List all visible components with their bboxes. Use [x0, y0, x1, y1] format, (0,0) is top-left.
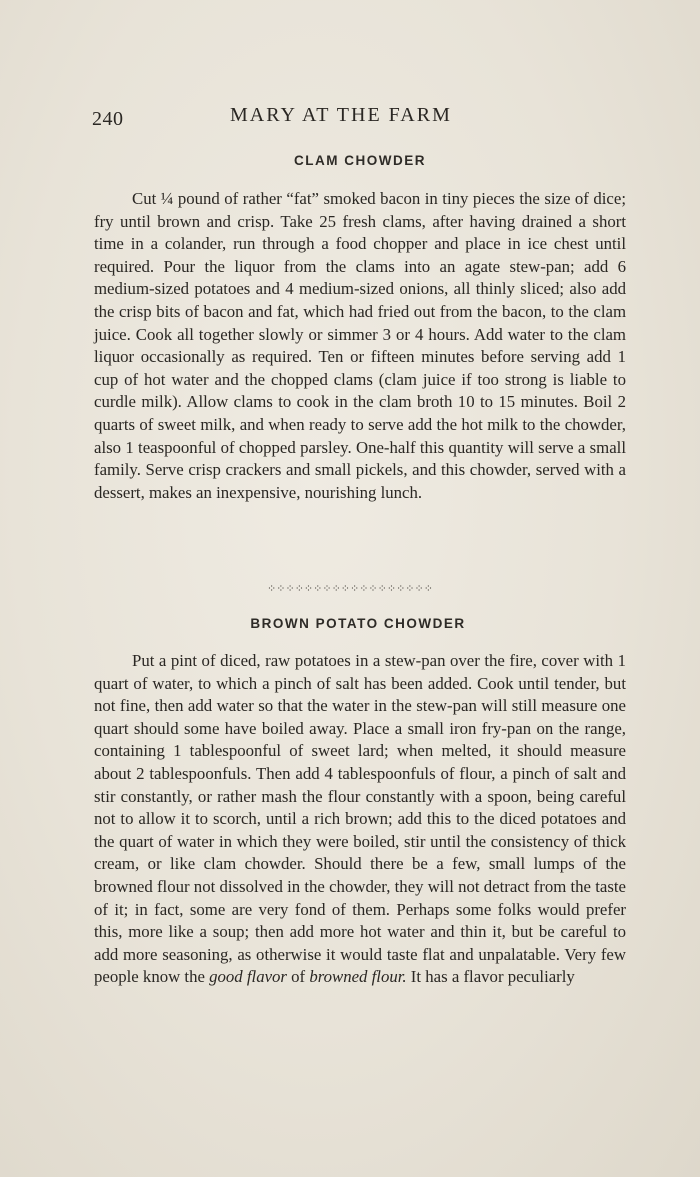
- paragraph-text: It has a flavor peculiarly: [406, 967, 575, 987]
- brown-potato-chowder-paragraph: [94, 650, 626, 989]
- page-header: [92, 104, 622, 134]
- paragraph-text: of: [286, 967, 310, 987]
- running-title: MARY AT THE FARM: [230, 104, 452, 126]
- decorative-divider: ⁘⁘⁘⁘⁘⁘⁘⁘⁘⁘⁘⁘⁘⁘⁘⁘⁘⁘: [267, 582, 433, 595]
- italic-phrase-good-flavor: good flavor: [209, 967, 287, 987]
- paragraph-text: Put a pint of diced, raw potatoes in a stew-pan over the fire, cover with 1 quart of water, to which a pinch of salt has been added. Cook until tender, but not fine, then add water so that the water in the stew-pan will still measure one quart should some have boiled away. Place a small iron fry-pan on the range, containing 1 tablespoonful of sweet lard; when melted, it should measure about 2 tablespoonfuls. Then add 4 tablespoonfuls of flour, a pinch of salt and stir constantly, or rather mash the flour constantly with a spoon, being careful not to allow it to scorch, until a rich brown; add this to the diced potatoes and the quart of water in which they were boiled, stir until the consistency of thick cream, or like clam chowder. Should there be a few, small lumps of the browned flour not dissolved in the chowder, they will not detract from the taste of it; in fact, some are very fond of them. Perhaps some folks would prefer this, more like a soup; then add more hot water and thin it, but be careful to add more seasoning, as otherwise it would taste flat and unpalatable. Very few people know the: [94, 651, 626, 987]
- page-number: 240: [92, 108, 124, 130]
- section-heading-clam-chowder: CLAM CHOWDER: [294, 153, 426, 168]
- clam-chowder-paragraph: Cut ¼ pound of rather “fat” smoked bacon in tiny pieces the size of dice; fry until brown and crisp. Take 25 fresh clams, after having drained a short time in a colander, run through a food chopper and place in ice chest until required. Pour the liquor from the clams into an agate stew-pan; add 6 medium-sized potatoes and 4 medium-sized onions, all thinly sliced; also add the crisp bits of bacon and fat, which had fried out from the bacon, to the clam juice. Cook all together slowly or simmer 3 or 4 hours. Add water to the clam liquor occasionally as required. Ten or fifteen minutes before serving add 1 cup of hot water and the chopped clams (clam juice if too strong is liable to curdle milk). Allow clams to cook in the clam broth 10 to 15 minutes. Boil 2 quarts of sweet milk, and when ready to serve add the hot milk to the chowder, also 1 teaspoonful of chopped parsley. One-half this quantity will serve a small family. Serve crisp crackers and small pickels, and this chowder, served with a dessert, makes an inexpensive, nourishing lunch.: [94, 189, 626, 502]
- italic-phrase-browned-flour: browned flour.: [309, 967, 407, 987]
- section-heading-brown-potato-chowder: BROWN POTATO CHOWDER: [250, 616, 466, 631]
